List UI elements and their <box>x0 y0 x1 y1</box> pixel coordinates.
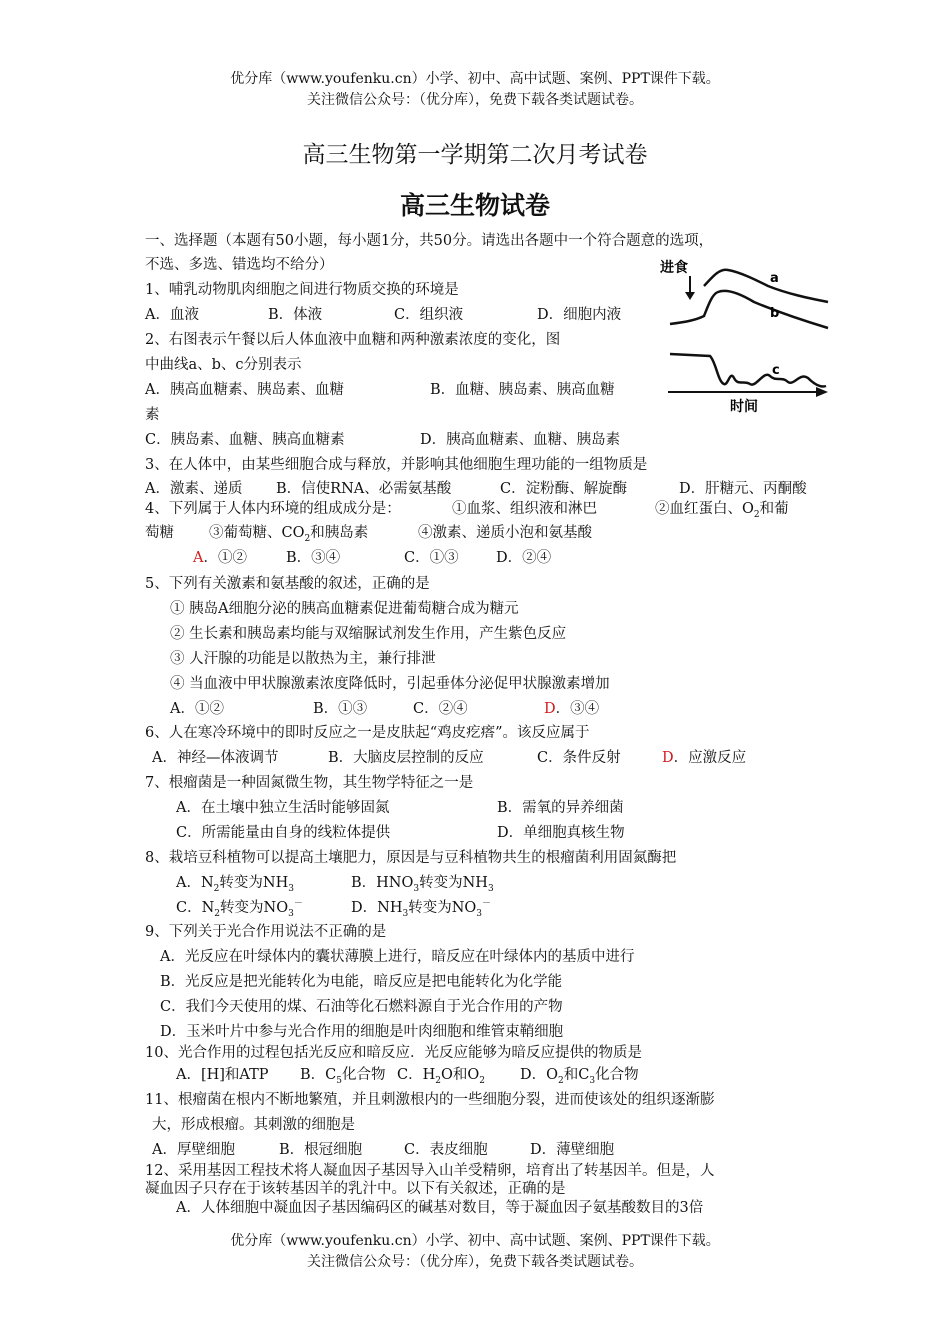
q10-option-d: D．$O_2$和$C_3$化合物 <box>520 1067 639 1086</box>
q12-stem: 12、采用基因工程技术将人凝血因子基因导入山羊受精卵，培育出了转基因羊。但是，人 <box>145 1163 715 1179</box>
q7-option-d: D．单细胞真核生物 <box>497 825 625 841</box>
time-axis-arrow <box>816 387 828 397</box>
curve-a <box>704 270 828 302</box>
figure-label-time: 时间 <box>730 399 758 415</box>
q4-statement-2: ②血红蛋白、$O_2$和葡 <box>655 501 789 520</box>
curve-c <box>670 354 826 387</box>
page-subtitle: 高三生物试卷 <box>399 191 550 220</box>
q4-statement-3: ③葡萄糖、$CO_2$和胰岛素 <box>209 525 369 544</box>
q8-stem: 8、栽培豆科植物可以提高土壤肥力，原因是与豆科植物共生的根瘤菌利用固氮酶把 <box>145 850 677 866</box>
q5-option-c: C．②④ <box>413 701 468 717</box>
section-heading-cont: 不选、多选、错选均不给分） <box>145 257 334 273</box>
q2-option-c: C．胰岛素、血糖、胰高血糖素 <box>145 432 345 448</box>
q2-option-a: A．胰高血糖素、胰岛素、血糖 <box>145 382 344 398</box>
q11-option-d: D．薄壁细胞 <box>530 1142 615 1158</box>
q6-option-a: A．神经—体液调节 <box>152 750 279 766</box>
q3-option-a: A．激素、递质 <box>145 481 243 497</box>
figure-label-feed: 进食 <box>660 260 688 276</box>
q7-option-a: A．在土壤中独立生活时能够固氮 <box>176 800 390 816</box>
section-heading: 一、选择题（本题有50小题，每小题1分，共50分。请选出各题中一个符合题意的选项， <box>145 233 714 249</box>
q1-option-d: D．细胞内液 <box>537 307 622 323</box>
q6-option-c: C．条件反射 <box>537 750 621 766</box>
q11-stem-cont: 大，形成根瘤。其刺激的细胞是 <box>152 1117 355 1133</box>
q8-option-c: C．$N_2$转变为$NO_3^-$ <box>176 899 303 919</box>
q6-option-d: D．应激反应 <box>662 750 747 766</box>
q9-stem: 9、下列关于光合作用说法不正确的是 <box>145 924 387 940</box>
q9-option-d: D．玉米叶片中参与光合作用的细胞是叶肉细胞和维管束鞘细胞 <box>160 1024 564 1040</box>
feed-arrow-head <box>685 292 695 300</box>
q1-stem: 1、哺乳动物肌肉细胞之间进行物质交换的环境是 <box>145 282 459 298</box>
q5-statement-2: ② 生长素和胰岛素均能与双缩脲试剂发生作用，产生紫色反应 <box>170 626 567 642</box>
q11-option-b: B．根冠细胞 <box>279 1142 363 1158</box>
figure-label-b: b <box>770 306 780 321</box>
page-title: 高三生物第一学期第二次月考试卷 <box>302 142 648 168</box>
q12-stem-cont: 凝血因子只存在于该转基因羊的乳汁中。以下有关叙述，正确的是 <box>145 1181 566 1197</box>
q3-option-d: D．肝糖元、丙酮酸 <box>679 481 807 497</box>
q3-option-c: C．淀粉酶、解旋酶 <box>500 481 628 497</box>
q9-option-a: A．光反应在叶绿体内的囊状薄膜上进行，暗反应在叶绿体内的基质中进行 <box>160 949 635 965</box>
q6-option-b: B．大脑皮层控制的反应 <box>328 750 484 766</box>
header-line-2: 关注微信公众号：（优分库），免费下载各类试题试卷。 <box>307 92 643 108</box>
q5-option-b: B．①③ <box>313 701 368 717</box>
q6-stem: 6、人在寒冷环境中的即时反应之一是皮肤起“鸡皮疙瘩”。该反应属于 <box>145 725 590 741</box>
q2-option-d: D．胰高血糖素、血糖、胰岛素 <box>420 432 621 448</box>
q11-stem: 11、根瘤菌在根内不断地繁殖，并且刺激根内的一些细胞分裂，进而使该处的组织逐渐膨 <box>145 1092 715 1108</box>
q5-stem: 5、下列有关激素和氨基酸的叙述，正确的是 <box>145 576 430 592</box>
q2-option-b: B．血糖、胰岛素、胰高血糖 <box>430 382 615 398</box>
q2-option-b-cont: 素 <box>145 407 160 423</box>
q10-option-a: A．[H]和ATP <box>176 1067 269 1083</box>
q11-option-c: C．表皮细胞 <box>404 1142 488 1158</box>
q5-option-d: D．③④ <box>544 701 600 717</box>
q8-option-a: A．$N_2$转变为$NH_3$ <box>176 875 294 894</box>
q10-stem: 10、光合作用的过程包括光反应和暗反应．光反应能够为暗反应提供的物质是 <box>145 1045 642 1061</box>
q9-option-b: B．光反应是把光能转化为电能，暗反应是把电能转化为化学能 <box>160 974 563 990</box>
q3-option-b: B．信使RNA、必需氨基酸 <box>276 481 452 497</box>
q2-stem-cont: 中曲线a、b、c分别表示 <box>145 357 302 373</box>
q9-option-c: C．我们今天使用的煤、石油等化石燃料源自于光合作用的产物 <box>160 999 563 1015</box>
q8-option-d: D．$NH_3$转变为$NO_3^-$ <box>351 899 492 919</box>
blood-sugar-hormone-chart <box>658 258 830 418</box>
q4-statement-1: ①血浆、组织液和淋巴 <box>452 501 597 517</box>
figure-label-c: c <box>772 363 780 378</box>
footer-line-1: 优分库（www.youfenku.cn）小学、初中、高中试题、案例、PPT课件下载。 <box>230 1233 720 1249</box>
q4-statement-4: ④激素、递质小泡和氨基酸 <box>418 525 592 541</box>
q1-option-b: B．体液 <box>268 307 323 323</box>
header-line-1: 优分库（www.youfenku.cn）小学、初中、高中试题、案例、PPT课件下载。 <box>230 71 720 87</box>
q12-option-a: A．人体细胞中凝血因子基因编码区的碱基对数目，等于凝血因子氨基酸数目的3倍 <box>176 1200 704 1216</box>
q1-option-c: C．组织液 <box>394 307 464 323</box>
q4-stem: 4、下列属于人体内环境的组成成分是： <box>145 501 401 517</box>
footer-line-2: 关注微信公众号：（优分库），免费下载各类试题试卷。 <box>307 1254 643 1270</box>
figure-label-a: a <box>770 271 779 286</box>
q4-statement-2-cont: 萄糖 <box>145 525 174 541</box>
q4-option-c: C．①③ <box>404 550 459 566</box>
q4-option-b: B．③④ <box>286 550 341 566</box>
q11-option-a: A．厚壁细胞 <box>152 1142 235 1158</box>
q3-stem: 3、在人体中，由某些细胞合成与释放，并影响其他细胞生理功能的一组物质是 <box>145 457 648 473</box>
q10-option-b: B．$C_5$化合物 <box>300 1067 386 1086</box>
q7-option-c: C．所需能量由自身的线粒体提供 <box>176 825 391 841</box>
q7-stem: 7、根瘤菌是一种固氮微生物，其生物学特征之一是 <box>145 775 474 791</box>
q5-statement-4: ④ 当血液中甲状腺激素浓度降低时，引起垂体分泌促甲状腺激素增加 <box>170 676 610 692</box>
q7-option-b: B．需氧的异养细菌 <box>497 800 624 816</box>
q8-option-b: B．$HNO_3$转变为$NH_3$ <box>351 875 494 894</box>
q4-option-a: A．①② <box>193 550 247 566</box>
q5-option-a: A．①② <box>170 701 224 717</box>
q5-statement-1: ① 胰岛A细胞分泌的胰高血糖素促进葡萄糖合成为糖元 <box>170 601 519 617</box>
q5-statement-3: ③ 人汗腺的功能是以散热为主，兼行排泄 <box>170 651 436 667</box>
q1-option-a: A．血液 <box>145 307 199 323</box>
q4-option-d: D．②④ <box>496 550 552 566</box>
q2-stem: 2、右图表示午餐以后人体血液中血糖和两种激素浓度的变化，图 <box>145 332 561 348</box>
q10-option-c: C．$H_2O$和$O_2$ <box>397 1067 485 1086</box>
